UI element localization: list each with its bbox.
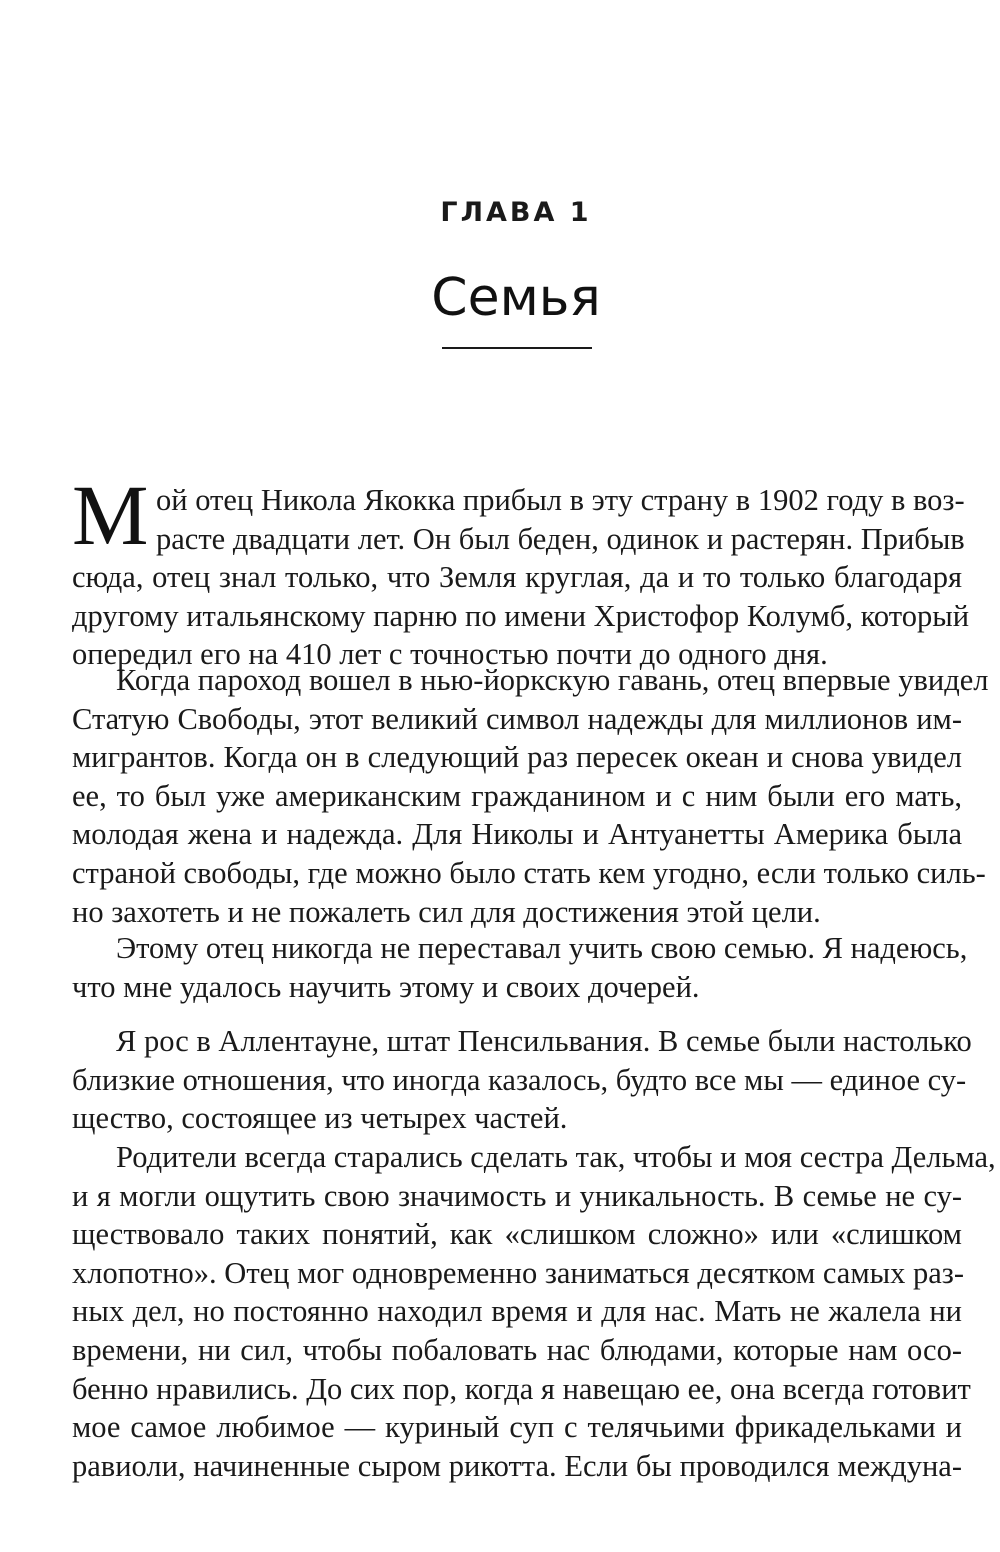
text-line: Я рос в Аллентауне, штат Пенсильвания. В семье были настолько (116, 1024, 972, 1058)
text-line: и я могли ощутить свою значимость и уникальность. В семье не су- (72, 1178, 962, 1213)
text-line: Родители всегда старались сделать так, чтобы и моя сестра Дельма, (116, 1140, 996, 1174)
text-line: Когда пароход вошел в нью-йоркскую гавань, отец впервые увидел (116, 663, 989, 697)
text-line: ществовало таких понятий, как «слишком сложно» или «слишком (72, 1217, 962, 1252)
text-line: другому итальянскому парню по имени Христофор Колумб, который (72, 598, 970, 633)
text-line: но захотеть и не пожалеть сил для достижения этой цели. (72, 894, 821, 929)
paragraph-1 (72, 558, 970, 674)
text-line: опередил его на 410 лет с точностью почти до одного дня. (72, 637, 828, 672)
chapter-title: Семья (431, 268, 601, 328)
text-line: ее, то был уже американским гражданином и с ним были его мать, (72, 778, 962, 813)
text-line: близкие отношения, что иногда казалось, будто все мы — единое су- (72, 1062, 967, 1097)
text-line: равиоли, начиненные сыром рикотта. Если бы проводился междуна- (72, 1448, 962, 1483)
text-line: мигрантов. Когда он в следующий раз пересек океан и снова увидел (72, 740, 962, 775)
text-line: страной свободы, где можно было стать кем угодно, если только силь- (72, 855, 986, 890)
text-line: Этому отец никогда не переставал учить свою семью. Я надеюсь, (116, 931, 968, 965)
paragraph-5 (72, 1138, 996, 1485)
text-line: что мне удалось научить этому и своих дочерей. (72, 969, 700, 1004)
text-line: бенно нравились. До сих пор, когда я навещаю ее, она всегда готовит (72, 1371, 971, 1406)
paragraph-3 (72, 929, 968, 1006)
paragraph-2 (72, 661, 989, 931)
text-line: сюда, отец знал только, что Земля круглая, да и то только благодаря (72, 560, 962, 594)
text-line: щество, состоящее из четырех частей. (72, 1101, 568, 1136)
paragraph-4 (72, 1022, 972, 1138)
chapter-label: ГЛАВА 1 (440, 197, 592, 228)
title-underline (442, 347, 592, 349)
text-line: ой отец Никола Якокка прибыл в эту страну в 1902 году в воз- (156, 483, 965, 517)
text-line: времени, ни сил, чтобы побаловать нас блюдами, которые нам осо- (72, 1332, 962, 1367)
text-line: мое самое любимое — куриный суп с телячьими фрикадельками и (72, 1410, 962, 1445)
text-line: ных дел, но постоянно находил время и для нас. Мать не жалела ни (72, 1294, 962, 1329)
text-line: молодая жена и надежда. Для Николы и Антуанетты Америка была (72, 817, 962, 852)
paragraph-1-dropcap-lines (156, 481, 965, 558)
text-line: хлопотно». Отец мог одновременно заниматься десятком самых раз- (72, 1255, 965, 1290)
drop-cap: М (72, 467, 149, 563)
text-line: Статую Свободы, этот великий символ надежды для миллионов им- (72, 701, 962, 736)
text-line: расте двадцати лет. Он был беден, одинок и растерян. Прибыв (156, 521, 965, 556)
